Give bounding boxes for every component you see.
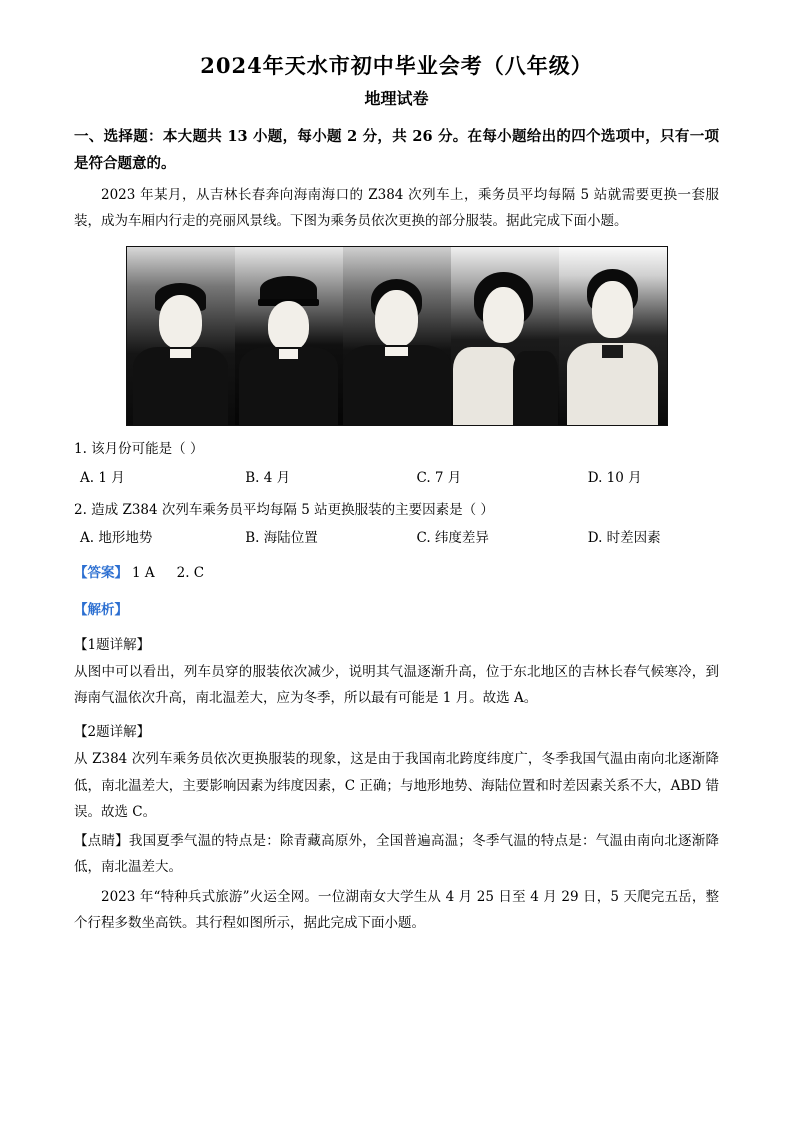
face-shape [268,301,309,351]
face-shape [592,281,633,338]
detail-1-label: 【1题详解】 [74,636,151,653]
answer-item-2: 2. C [176,564,205,581]
answer-item-1: 1 A [132,564,155,581]
figure-panel-2 [235,247,344,425]
answer-line [74,560,719,587]
detail-2-text: 从 Z384 次列车乘务员依次更换服装的现象，这是由于我国南北跨度纬度广，冬季我国气温由南向北逐渐降低，南北温差大，主要影响因素为纬度因素，C 正确；与地形地势、海陆位置和时差因素关系不大，ABD 错误。故选 C。 [74,751,719,820]
question-1-options [74,465,719,491]
option-2-d[interactable]: D. 时差因素 [587,530,661,547]
tip-text: 我国夏季气温的特点是：除青藏高原外，全国普遍高温；冬季气温的特点是：气温由南向北逐渐降低，南北温差大。 [74,833,720,876]
option-2-b[interactable]: B. 海陆位置 [245,530,318,547]
collar-shape [602,345,624,357]
face-shape [375,290,418,347]
option-1-b[interactable]: B. 4 月 [245,469,291,486]
collar-shape [279,349,298,360]
question-1-stem: 1. 该月份可能是（ ） [74,441,204,458]
analysis-label: 【解析】 [74,601,128,618]
collar-shape [385,347,409,356]
detail-1-text: 从图中可以看出，列车员穿的服装依次减少，说明其气温逐渐升高，位于东北地区的吉林长春气候寒冷，到海南气温依次升高，南北温差大，应为冬季，所以最有可能是 1 月。故选 A。 [74,663,719,706]
tip-block [74,828,719,881]
figure-panel-3 [343,247,452,425]
face-shape [483,287,524,344]
option-1-a[interactable]: A. 1 月 [80,469,125,486]
page-title: 2024年天水市初中毕业会考（八年级） [200,53,593,78]
face-shape [159,295,202,348]
intro-paragraph: 2023 年某月，从吉林长春奔向海南海口的 Z384 次列车上，乘务员平均每隔 5 站就需要更换一套服装，成为车厢内行走的亮丽风景线。下图为乘务员依次更换的部分服装。据此完成下面小题。 [74,186,719,230]
next-paragraph: 2023 年“特种兵式旅游”火运全网。一位湖南女大学生从 4 月 25 日至 4 月 29 日，5 天爬完五岳，整个行程多数坐高铁。其行程如图所示，据此完成下面小题。 [74,888,719,932]
torso-shape [133,347,228,425]
option-2-c[interactable]: C. 纬度差异 [416,530,489,547]
answer-label: 【答案】 [74,564,128,581]
collar-shape [170,349,192,358]
figure-panel-4 [451,247,560,425]
page-subtitle: 地理试卷 [364,89,429,109]
secondary-torso-shape [513,351,558,426]
option-2-a[interactable]: A. 地形地势 [80,530,153,547]
question-2-stem: 2. 造成 Z384 次列车乘务员平均每隔 5 站更换服装的主要因素是（ ） [74,501,494,518]
figure-panel-5 [559,247,667,425]
uniform-photo-figure [126,246,668,426]
option-1-d[interactable]: D. 10 月 [587,469,642,486]
detail-2-label: 【2题详解】 [74,724,151,741]
torso-shape [453,347,518,425]
figure-container [74,246,719,426]
question-2-options [74,525,719,551]
analysis-line [74,597,719,624]
section-heading: 一、选择题：本大题共 13 小题，每小题 2 分，共 26 分。在每小题给出的四个选项中，只有一项是符合题意的。 [74,128,719,172]
torso-shape [343,345,451,425]
option-1-c[interactable]: C. 7 月 [416,469,462,486]
figure-panel-1 [127,247,236,425]
tip-label: 【点睛】 [74,833,129,850]
